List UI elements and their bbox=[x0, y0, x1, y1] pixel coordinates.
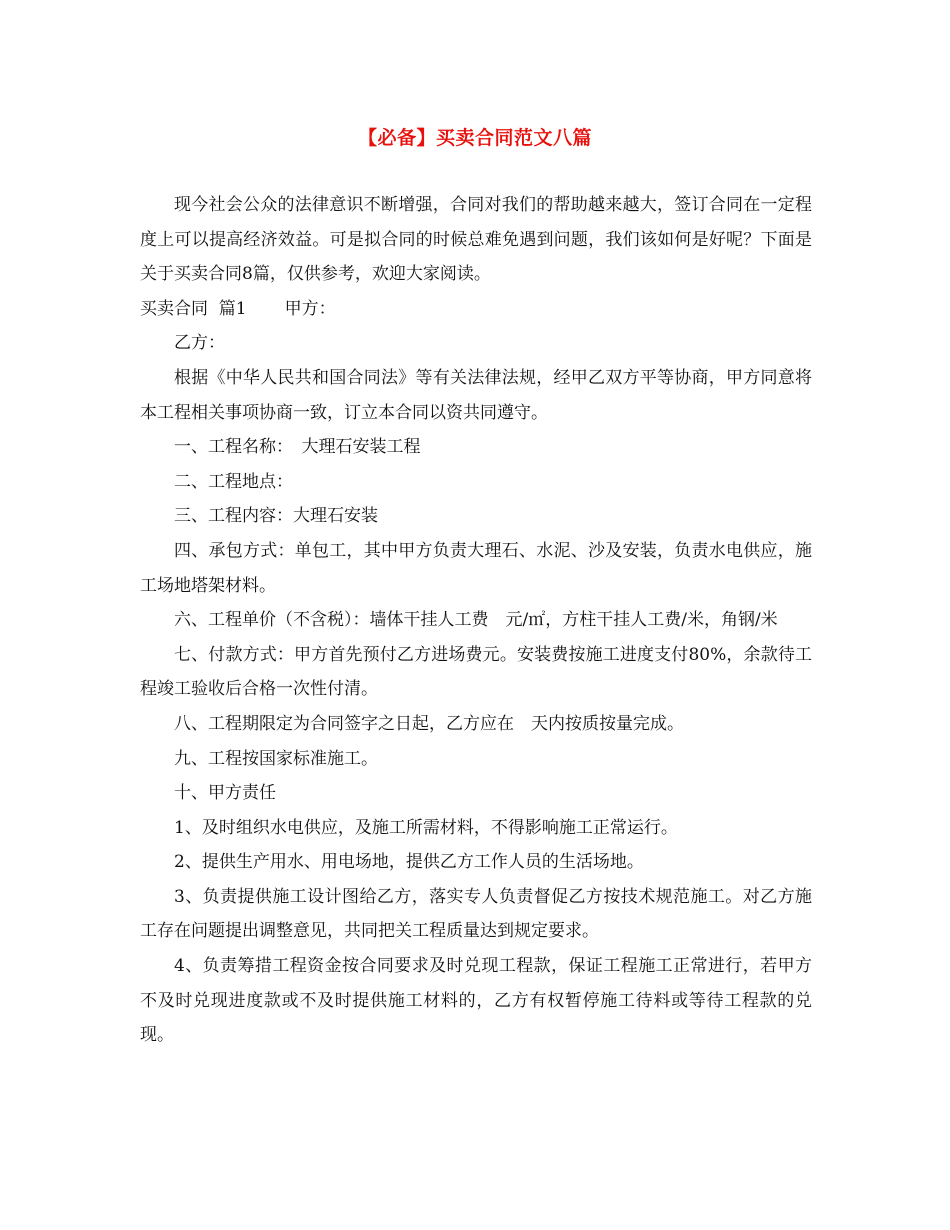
intro-paragraph: 现今社会公众的法律意识不断增强，合同对我们的帮助越来越大，签订合同在一定程度上可以提高经济效益。可是拟合同的时候总难免遇到问题，我们该如何是好呢？下面是关于买卖合同8篇，仅供参考，欢迎大家阅读。 bbox=[140, 195, 812, 285]
section-heading bbox=[140, 292, 812, 327]
party-b-label: 乙方： bbox=[174, 333, 225, 354]
duty-item-2: 2、提供生产用水、用电场地，提供乙方工作人员的生活场地。 bbox=[174, 852, 644, 873]
clause-project-location: 二、工程地点： bbox=[174, 471, 293, 492]
clause-contract-method: 四、承包方式：单包工，其中甲方负责大理石、水泥、沙及安装，负责水电供应，施工场地塔架材料。 bbox=[140, 540, 812, 596]
document-title: 【必备】买卖合同范文八篇 bbox=[357, 127, 592, 149]
clause-payment: 七、付款方式：甲方首先预付乙方进场费元。安装费按施工进度支付80%，余款待工程竣工验收后合格一次性付清。 bbox=[140, 644, 812, 700]
clause-unit-price: 六、工程单价（不含税）：墙体干挂人工费 元/㎡，方柱干挂人工费/米，角钢/米 bbox=[174, 610, 778, 631]
clause-duration: 八、工程期限定为合同签字之日起，乙方应在 天内按质按量完成。 bbox=[174, 713, 684, 734]
duty-item-4: 4、负责筹措工程资金按合同要求及时兑现工程款，保证工程施工正常进行，若甲方不及时兑现进度款或不及时提供施工材料的，乙方有权暂停施工待料或等待工程款的兑现。 bbox=[140, 956, 812, 1046]
clause-standard: 九、工程按国家标准施工。 bbox=[174, 748, 378, 769]
party-a-label: 甲方： bbox=[284, 298, 336, 319]
clause-party-a-duties: 十、甲方责任 bbox=[174, 783, 276, 804]
preamble-paragraph: 根据《中华人民共和国合同法》等有关法律法规，经甲乙双方平等协商，甲方同意将本工程相关事项协商一致，订立本合同以资共同遵守。 bbox=[140, 367, 812, 423]
duty-item-1: 1、及时组织水电供应，及施工所需材料，不得影响施工正常运行。 bbox=[174, 817, 678, 838]
document-body bbox=[140, 188, 812, 1053]
clause-project-name: 一、工程名称： 大理石安装工程 bbox=[174, 437, 421, 458]
section-title: 买卖合同 篇1 bbox=[140, 298, 247, 319]
duty-item-3: 3、负责提供施工设计图给乙方，落实专人负责督促乙方按技术规范施工。对乙方施工存在问题提出调整意见，共同把关工程质量达到规定要求。 bbox=[140, 886, 812, 942]
clause-project-content: 三、工程内容：大理石安装 bbox=[174, 506, 378, 527]
